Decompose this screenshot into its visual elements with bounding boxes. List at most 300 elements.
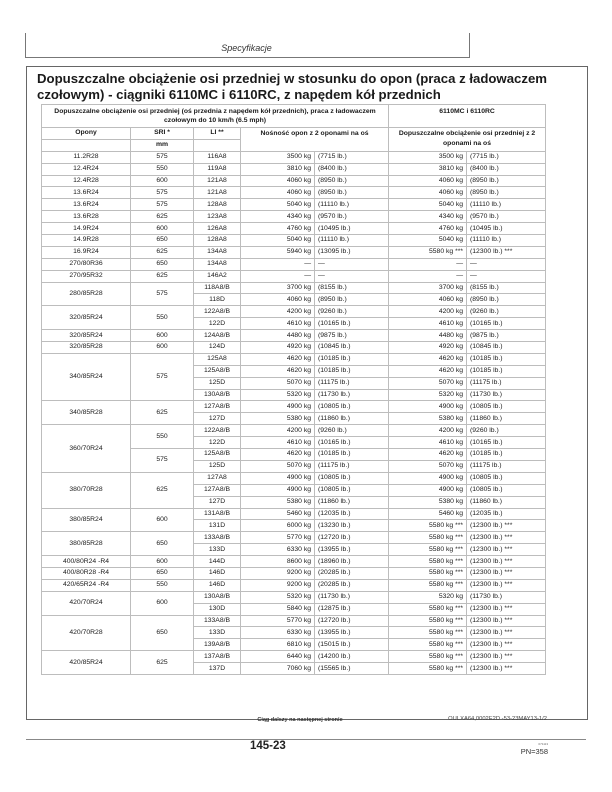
cell-capacity-lb: (8950 lb.)	[315, 175, 389, 187]
cell-capacity-kg: 4610 kg	[241, 318, 315, 330]
cell-sri: 625	[131, 472, 194, 508]
cell-tire: 13.6R24	[42, 187, 131, 199]
cell-tire: 12.4R28	[42, 175, 131, 187]
cell-capacity-lb: (9570 lb.)	[315, 211, 389, 223]
table-row	[42, 306, 546, 318]
cell-axle-kg: 5580 kg ***	[389, 246, 467, 258]
cell-axle-kg: 3810 kg	[389, 163, 467, 175]
cell-li: 137A8/B	[194, 651, 241, 663]
cell-axle-lb: (8400 lb.)	[467, 163, 546, 175]
cell-axle-kg: 4900 kg	[389, 401, 467, 413]
cell-axle-kg: 5580 kg ***	[389, 627, 467, 639]
cell-sri: 575	[131, 199, 194, 211]
cell-capacity-lb: (9260 lb.)	[315, 425, 389, 437]
cell-capacity-lb: (11730 lb.)	[315, 389, 389, 401]
table-row	[42, 567, 546, 579]
cell-tire: 380/70R28	[42, 472, 131, 508]
cell-sri: 650	[131, 258, 194, 270]
cell-axle-lb: —	[467, 270, 546, 282]
cell-capacity-lb: —	[315, 258, 389, 270]
cell-capacity-lb: (18960 lb.)	[315, 556, 389, 568]
cell-axle-lb: (11110 lb.)	[467, 199, 546, 211]
cell-axle-lb: (12300 lb.) ***	[467, 567, 546, 579]
cell-axle-kg: 5580 kg ***	[389, 651, 467, 663]
cell-capacity-kg: 5040 kg	[241, 235, 315, 247]
cell-capacity-kg: 6000 kg	[241, 520, 315, 532]
cell-axle-lb: (12300 lb.) ***	[467, 627, 546, 639]
cell-capacity-lb: (11110 lb.)	[315, 199, 389, 211]
cell-axle-kg: 5580 kg ***	[389, 532, 467, 544]
cell-tire: 14.9R24	[42, 223, 131, 235]
cell-capacity-lb: (8950 lb.)	[315, 187, 389, 199]
cell-axle-kg: 5040 kg	[389, 199, 467, 211]
cell-capacity-kg: 5070 kg	[241, 460, 315, 472]
cell-sri: 550	[131, 579, 194, 591]
cell-axle-lb: (12300 lb.) ***	[467, 544, 546, 556]
table-row	[42, 330, 546, 342]
cell-axle-lb: (12300 lb.) ***	[467, 532, 546, 544]
cell-capacity-kg: 5770 kg	[241, 615, 315, 627]
cell-li: 122D	[194, 318, 241, 330]
cell-capacity-kg: 4060 kg	[241, 294, 315, 306]
table-row	[42, 235, 546, 247]
cell-axle-lb: (11175 lb.)	[467, 460, 546, 472]
cell-axle-lb: (9260 lb.)	[467, 306, 546, 318]
cell-li: 125D	[194, 377, 241, 389]
cell-sri: 575	[131, 187, 194, 199]
cell-axle-kg: 4900 kg	[389, 472, 467, 484]
table-row	[42, 163, 546, 175]
document-code: OULXA64,0002E2D -53-23MAY13-1/2	[448, 716, 547, 722]
cell-axle-lb: (12300 lb.) ***	[467, 603, 546, 615]
cell-capacity-lb: (11860 lb.)	[315, 496, 389, 508]
cell-axle-kg: 5380 kg	[389, 413, 467, 425]
cell-axle-lb: (8950 lb.)	[467, 175, 546, 187]
cell-capacity-kg: —	[241, 258, 315, 270]
cell-li: 133A8/B	[194, 532, 241, 544]
cell-tire: 270/80R36	[42, 258, 131, 270]
cell-tire: 270/95R32	[42, 270, 131, 282]
cell-sri: 550	[131, 425, 194, 449]
cell-capacity-kg: 4610 kg	[241, 437, 315, 449]
cell-axle-lb: (12300 lb.) ***	[467, 246, 546, 258]
cell-tire: 420/70R28	[42, 615, 131, 651]
cell-tire: 420/70R24	[42, 591, 131, 615]
cell-axle-lb: (10185 lb.)	[467, 449, 546, 461]
cell-tire: 400/80R24 -R4	[42, 556, 131, 568]
cell-axle-kg: 4620 kg	[389, 449, 467, 461]
cell-li: 146D	[194, 579, 241, 591]
cell-capacity-lb: (13230 lb.)	[315, 520, 389, 532]
cell-capacity-kg: 4200 kg	[241, 306, 315, 318]
cell-capacity-kg: 4200 kg	[241, 425, 315, 437]
cell-tire: 320/85R24	[42, 330, 131, 342]
cell-tire: 380/85R28	[42, 532, 131, 556]
cell-capacity-kg: 5770 kg	[241, 532, 315, 544]
cell-axle-lb: (12300 lb.) ***	[467, 651, 546, 663]
cell-tire: 13.6R24	[42, 199, 131, 211]
cell-li: 128A8	[194, 235, 241, 247]
cell-sri: 600	[131, 591, 194, 615]
col-axle-load: Dopuszczalne obciążenie osi przedniej z 2 oponami na oś	[389, 128, 546, 152]
cell-capacity-lb: (10165 lb.)	[315, 318, 389, 330]
cell-li: 126A8	[194, 223, 241, 235]
cell-axle-lb: —	[467, 258, 546, 270]
cell-li: 146D	[194, 567, 241, 579]
group-header-left: Dopuszczalne obciążenie osi przedniej (oś przednia z napędem kół przednich), praca z ładowaczem czołowym do 10 km/h (6.5 mph)	[42, 105, 389, 128]
cell-capacity-lb: (20285 lb.)	[315, 567, 389, 579]
cell-axle-lb: (7715 lb.)	[467, 151, 546, 163]
cell-axle-kg: 5580 kg ***	[389, 520, 467, 532]
cell-axle-lb: (8950 lb.)	[467, 294, 546, 306]
cell-tire: 16.9R24	[42, 246, 131, 258]
small-code: 071113	[538, 742, 548, 746]
cell-capacity-kg: 4060 kg	[241, 187, 315, 199]
cell-tire: 280/85R28	[42, 282, 131, 306]
cell-sri: 650	[131, 567, 194, 579]
cell-axle-lb: (10805 lb.)	[467, 401, 546, 413]
cell-axle-kg: 5580 kg ***	[389, 663, 467, 675]
cell-capacity-kg: 3500 kg	[241, 151, 315, 163]
cell-axle-kg: 3700 kg	[389, 282, 467, 294]
cell-capacity-lb: (9260 lb.)	[315, 306, 389, 318]
cell-capacity-kg: 9200 kg	[241, 579, 315, 591]
cell-li: 122A8/B	[194, 425, 241, 437]
page-number: 145-23	[250, 740, 286, 752]
cell-li: 127A8/B	[194, 401, 241, 413]
tire-axle-load-table	[41, 104, 546, 675]
cell-axle-lb: (9875 lb.)	[467, 330, 546, 342]
cell-capacity-lb: (15015 lb.)	[315, 639, 389, 651]
cell-axle-kg: 4060 kg	[389, 294, 467, 306]
cell-li: 131D	[194, 520, 241, 532]
cell-li: 134A8	[194, 258, 241, 270]
cell-axle-kg: 4340 kg	[389, 211, 467, 223]
cell-capacity-kg: 4340 kg	[241, 211, 315, 223]
cell-axle-kg: 5580 kg ***	[389, 544, 467, 556]
cell-axle-kg: 4920 kg	[389, 342, 467, 354]
cell-axle-kg: 3500 kg	[389, 151, 467, 163]
group-header-right: 6110MC i 6110RC	[389, 105, 546, 128]
cell-axle-kg: 5320 kg	[389, 389, 467, 401]
cell-axle-kg: 4610 kg	[389, 318, 467, 330]
cell-sri: 550	[131, 163, 194, 175]
cell-capacity-lb: (10185 lb.)	[315, 365, 389, 377]
cell-li: 146A2	[194, 270, 241, 282]
cell-li: 133D	[194, 544, 241, 556]
table-row	[42, 579, 546, 591]
cell-axle-lb: (10805 lb.)	[467, 484, 546, 496]
cell-li: 125A8/B	[194, 449, 241, 461]
cell-capacity-lb: (11175 lb.)	[315, 460, 389, 472]
section-header: Specyfikacje	[221, 43, 272, 53]
cell-li: 119A8	[194, 163, 241, 175]
cell-li: 124A8/B	[194, 330, 241, 342]
cell-li: 125A8	[194, 353, 241, 365]
cell-capacity-kg: 5840 kg	[241, 603, 315, 615]
cell-axle-kg: 5580 kg ***	[389, 639, 467, 651]
cell-tire: 12.4R24	[42, 163, 131, 175]
table-row	[42, 258, 546, 270]
cell-li: 121A8	[194, 175, 241, 187]
cell-li: 125A8/B	[194, 365, 241, 377]
cell-axle-lb: (10805 lb.)	[467, 472, 546, 484]
table-row	[42, 556, 546, 568]
cell-tire: 420/65R24 -R4	[42, 579, 131, 591]
cell-axle-kg: 5070 kg	[389, 377, 467, 389]
cell-sri: 650	[131, 235, 194, 247]
cell-sri: 575	[131, 449, 194, 473]
cell-li: 130A8/B	[194, 591, 241, 603]
cell-capacity-kg: 8600 kg	[241, 556, 315, 568]
cell-tire: 340/85R24	[42, 353, 131, 401]
cell-capacity-lb: (10185 lb.)	[315, 449, 389, 461]
cell-sri: 625	[131, 270, 194, 282]
cell-li: 131A8/B	[194, 508, 241, 520]
cell-sri: 625	[131, 211, 194, 223]
cell-axle-lb: (9260 lb.)	[467, 425, 546, 437]
table-row	[42, 151, 546, 163]
col-tires-unit	[42, 139, 131, 151]
cell-axle-lb: (12300 lb.) ***	[467, 556, 546, 568]
cell-axle-kg: 5580 kg ***	[389, 615, 467, 627]
cell-capacity-lb: (8400 lb.)	[315, 163, 389, 175]
table-row	[42, 223, 546, 235]
cell-tire: 360/70R24	[42, 425, 131, 473]
cell-capacity-kg: 3810 kg	[241, 163, 315, 175]
cell-sri: 600	[131, 508, 194, 532]
cell-li: 125D	[194, 460, 241, 472]
cell-capacity-lb: (12720 lb.)	[315, 532, 389, 544]
cell-li: 124D	[194, 342, 241, 354]
cell-capacity-lb: (13955 lb.)	[315, 627, 389, 639]
cell-capacity-lb: (12035 lb.)	[315, 508, 389, 520]
cell-axle-lb: (12300 lb.) ***	[467, 663, 546, 675]
cell-capacity-lb: (20285 lb.)	[315, 579, 389, 591]
cell-sri: 600	[131, 342, 194, 354]
cell-capacity-lb: (12875 lb.)	[315, 603, 389, 615]
col-sri-unit: mm	[131, 139, 194, 151]
cell-capacity-kg: 3700 kg	[241, 282, 315, 294]
cell-capacity-kg: 4060 kg	[241, 175, 315, 187]
table-row	[42, 175, 546, 187]
cell-li: 137D	[194, 663, 241, 675]
cell-li: 122D	[194, 437, 241, 449]
cell-axle-kg: 5580 kg ***	[389, 603, 467, 615]
cell-li: 123A8	[194, 211, 241, 223]
cell-sri: 600	[131, 330, 194, 342]
cell-li: 128A8	[194, 199, 241, 211]
cell-capacity-kg: 6440 kg	[241, 651, 315, 663]
cell-axle-kg: —	[389, 258, 467, 270]
cell-sri: 550	[131, 306, 194, 330]
table-row	[42, 199, 546, 211]
table-row	[42, 532, 546, 544]
cell-axle-lb: (11860 lb.)	[467, 413, 546, 425]
cell-axle-kg: 5580 kg ***	[389, 567, 467, 579]
cell-sri: 650	[131, 615, 194, 651]
cell-axle-lb: (12300 lb.) ***	[467, 615, 546, 627]
cell-tire: 11.2R28	[42, 151, 131, 163]
cell-axle-lb: (10165 lb.)	[467, 437, 546, 449]
cell-capacity-lb: (7715 lb.)	[315, 151, 389, 163]
cell-capacity-kg: 4620 kg	[241, 365, 315, 377]
cell-tire: 420/85R24	[42, 651, 131, 675]
cell-capacity-kg: 4900 kg	[241, 401, 315, 413]
cell-axle-kg: 5580 kg ***	[389, 556, 467, 568]
cell-capacity-lb: (14200 lb.)	[315, 651, 389, 663]
cell-sri: 625	[131, 651, 194, 675]
cell-capacity-kg: 6810 kg	[241, 639, 315, 651]
continued-note: Ciąg dalszy na następnej stronie	[257, 717, 343, 723]
cell-axle-lb: (9570 lb.)	[467, 211, 546, 223]
cell-capacity-kg: 6330 kg	[241, 627, 315, 639]
cell-capacity-lb: (10165 lb.)	[315, 437, 389, 449]
cell-tire: 340/85R28	[42, 401, 131, 425]
cell-capacity-kg: 5380 kg	[241, 496, 315, 508]
table-row	[42, 187, 546, 199]
cell-axle-lb: (10845 lb.)	[467, 342, 546, 354]
cell-capacity-kg: —	[241, 270, 315, 282]
cell-capacity-lb: —	[315, 270, 389, 282]
cell-axle-kg: 5380 kg	[389, 496, 467, 508]
cell-capacity-lb: (10495 lb.)	[315, 223, 389, 235]
cell-li: 130D	[194, 603, 241, 615]
cell-sri: 600	[131, 175, 194, 187]
cell-capacity-kg: 5320 kg	[241, 591, 315, 603]
cell-axle-kg: 4060 kg	[389, 187, 467, 199]
cell-axle-kg: 4620 kg	[389, 353, 467, 365]
cell-capacity-lb: (11730 lb.)	[315, 591, 389, 603]
cell-axle-kg: —	[389, 270, 467, 282]
cell-axle-kg: 4200 kg	[389, 425, 467, 437]
cell-axle-kg: 5580 kg ***	[389, 579, 467, 591]
page-title: Dopuszczalne obciążenie osi przedniej w stosunku do opon (praca z ładowaczem czołowym) - ciągniki 6110MC i 6110RC, z napędem kół przednich	[37, 71, 548, 102]
cell-capacity-kg: 4920 kg	[241, 342, 315, 354]
table-body	[42, 151, 546, 674]
cell-capacity-lb: (8155 lb.)	[315, 282, 389, 294]
cell-axle-lb: (12035 lb.)	[467, 508, 546, 520]
cell-capacity-lb: (10185 lb.)	[315, 353, 389, 365]
cell-sri: 600	[131, 223, 194, 235]
cell-axle-kg: 4200 kg	[389, 306, 467, 318]
cell-tire: 320/85R24	[42, 306, 131, 330]
cell-capacity-kg: 4480 kg	[241, 330, 315, 342]
part-number: PN=358	[520, 747, 548, 756]
col-tires: Opony	[42, 128, 131, 140]
cell-sri: 625	[131, 401, 194, 425]
cell-capacity-kg: 7060 kg	[241, 663, 315, 675]
cell-capacity-kg: 5460 kg	[241, 508, 315, 520]
table-row	[42, 211, 546, 223]
cell-axle-lb: (11110 lb.)	[467, 235, 546, 247]
cell-li: 144D	[194, 556, 241, 568]
cell-capacity-lb: (10845 lb.)	[315, 342, 389, 354]
cell-axle-kg: 5460 kg	[389, 508, 467, 520]
cell-axle-kg: 4760 kg	[389, 223, 467, 235]
table-row	[42, 591, 546, 603]
table-row	[42, 651, 546, 663]
cell-capacity-lb: (9875 lb.)	[315, 330, 389, 342]
cell-capacity-kg: 5380 kg	[241, 413, 315, 425]
cell-capacity-kg: 5040 kg	[241, 199, 315, 211]
cell-axle-kg: 4480 kg	[389, 330, 467, 342]
cell-capacity-kg: 4760 kg	[241, 223, 315, 235]
cell-capacity-kg: 4620 kg	[241, 449, 315, 461]
cell-capacity-kg: 6330 kg	[241, 544, 315, 556]
cell-tire: 14.9R28	[42, 235, 131, 247]
cell-capacity-lb: (8950 lb.)	[315, 294, 389, 306]
cell-sri: 600	[131, 556, 194, 568]
cell-axle-lb: (11730 lb.)	[467, 389, 546, 401]
cell-li: 134A8	[194, 246, 241, 258]
cell-capacity-kg: 9200 kg	[241, 567, 315, 579]
cell-li: 133A8/B	[194, 615, 241, 627]
cell-capacity-lb: (13095 lb.)	[315, 246, 389, 258]
table-row	[42, 508, 546, 520]
cell-capacity-lb: (10805 lb.)	[315, 472, 389, 484]
table-row	[42, 270, 546, 282]
cell-axle-kg: 5040 kg	[389, 235, 467, 247]
cell-axle-lb: (11730 lb.)	[467, 591, 546, 603]
cell-axle-kg: 5320 kg	[389, 591, 467, 603]
cell-axle-lb: (11175 lb.)	[467, 377, 546, 389]
col-sri: SRI *	[131, 128, 194, 140]
cell-axle-lb: (11860 lb.)	[467, 496, 546, 508]
cell-axle-kg: 4900 kg	[389, 484, 467, 496]
cell-axle-lb: (8950 lb.)	[467, 187, 546, 199]
cell-axle-lb: (10185 lb.)	[467, 353, 546, 365]
cell-li: 127D	[194, 496, 241, 508]
cell-capacity-kg: 5070 kg	[241, 377, 315, 389]
cell-li: 122A8/B	[194, 306, 241, 318]
cell-capacity-lb: (11175 lb.)	[315, 377, 389, 389]
cell-axle-lb: (10185 lb.)	[467, 365, 546, 377]
cell-sri: 575	[131, 282, 194, 306]
cell-capacity-kg: 4900 kg	[241, 472, 315, 484]
cell-axle-lb: (12300 lb.) ***	[467, 520, 546, 532]
cell-capacity-lb: (10805 lb.)	[315, 401, 389, 413]
cell-tire: 400/80R28 -R4	[42, 567, 131, 579]
cell-li: 127A8/B	[194, 484, 241, 496]
cell-capacity-lb: (10805 lb.)	[315, 484, 389, 496]
cell-capacity-lb: (11860 lb.)	[315, 413, 389, 425]
cell-capacity-lb: (11110 lb.)	[315, 235, 389, 247]
table-row	[42, 615, 546, 627]
cell-tire: 320/85R28	[42, 342, 131, 354]
cell-capacity-kg: 4900 kg	[241, 484, 315, 496]
cell-axle-kg: 4060 kg	[389, 175, 467, 187]
cell-li: 130A8/B	[194, 389, 241, 401]
cell-axle-lb: (10165 lb.)	[467, 318, 546, 330]
table-row	[42, 353, 546, 365]
cell-capacity-kg: 5940 kg	[241, 246, 315, 258]
table-row	[42, 342, 546, 354]
cell-li: 133D	[194, 627, 241, 639]
cell-li: 116A8	[194, 151, 241, 163]
table-row	[42, 472, 546, 484]
col-li: LI **	[194, 128, 241, 140]
cell-li: 118A8/B	[194, 282, 241, 294]
cell-sri: 575	[131, 151, 194, 163]
table-row	[42, 425, 546, 437]
cell-sri: 625	[131, 246, 194, 258]
cell-li: 127A8	[194, 472, 241, 484]
cell-capacity-lb: (13955 lb.)	[315, 544, 389, 556]
table-row	[42, 282, 546, 294]
cell-li: 127D	[194, 413, 241, 425]
cell-tire: 380/85R24	[42, 508, 131, 532]
